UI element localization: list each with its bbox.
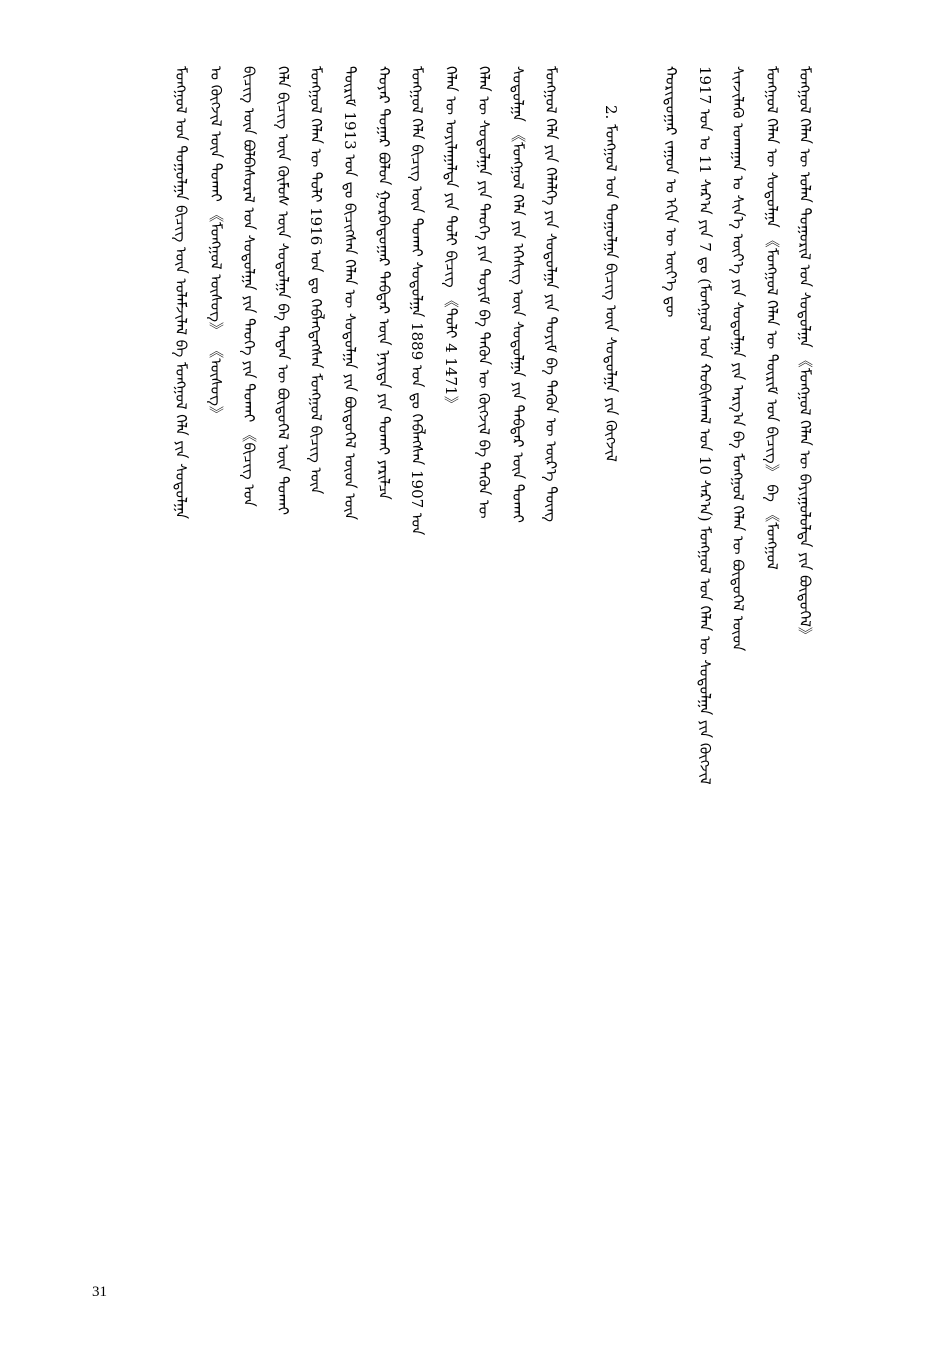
text-column-3: ᠪᠢᠴᠢᠭ ᠦᠨ ᠪᠣᠯᠪᠠᠰᠤᠷᠠᠯ ᠤᠨ ᠰᠤᠳᠤᠯᠭᠠ ᠶᠢᠨ ᠲᠡᠦᠬᠡ ᠶᠢᠨ ᠲᠤᠬᠠᠢ 《ᠪᠢᠴᠢᠭ ᠤᠨ <box>240 66 258 507</box>
text-column-7: ᠬᠣᠶᠠᠷ ᠳᠤᠭᠠᠷ ᠪᠣᠯᠤᠨ ᠭᠤᠷᠪᠠᠳᠤᠭᠠᠷ ᠳᠡᠪᠲᠡᠷ ᠦᠨ ᠨᠡᠶᠢᠲᠡ ᠶᠢᠨ ᠲᠤᠬᠠᠢ ᠶᠠᠷᠢᠯᠴᠠ <box>375 66 393 500</box>
text-column-13: ᠬᠣᠷᠢᠳᠤᠭᠠᠷ ᠵᠠᠭᠤᠨ ᠤ ᠡᠬᠢᠨ ᠦ ᠦᠶ᠎ᠡ ᠳᠦ <box>662 66 680 318</box>
text-column-14: 1917 ᠣᠨ ᠤ 11 ᠰᠠᠷ᠎ᠠ ᠶᠢᠨ 7 ᠳᠤ (ᠮᠣᠩᠭᠣᠯ ᠤᠨ ᠬᠣᠪᠢᠰᠬᠠᠯ ᠤᠨ 10 ᠰᠠᠷ᠎ᠠ) ᠮᠣᠩᠭᠣᠯ ᠤᠨ ᠬᠡᠯᠡᠨ ᠦ ᠰᠤᠳᠤᠯᠭᠠ ᠶᠢᠨ ᠬᠥᠭᠵᠢᠯ <box>696 66 714 785</box>
text-column-12: ᠮᠣᠩᠭᠣᠯ ᠬᠡᠯᠡ ᠶᠢᠨ ᠬᠡᠯᠡᠯᠭᠡ ᠶᠢᠨ ᠰᠤᠳᠤᠯᠭᠠ ᠶᠢᠨ ᠲᠣᠶᠢᠮ ᠪᠠ ᠲᠡᠭᠦᠨ ᠦ ᠦᠷ᠎ᠡ ᠳᠦᠩ <box>542 66 560 522</box>
text-column-1: ᠮᠣᠩᠭᠣᠯ ᠤᠨ ᠲᠣᠭᠣᠯᠭᠠ ᠪᠢᠴᠢᠭ ᠦᠨ ᠤᠯᠠᠮᠵᠢᠯᠠᠯ ᠪᠠ ᠮᠣᠩᠭᠣᠯ ᠬᠡᠯᠡ ᠶᠢᠨ ᠰᠤᠳᠤᠯᠭᠠ <box>172 66 190 520</box>
text-column-11: ᠰᠤᠳᠤᠯᠭᠠ 《ᠮᠣᠩᠭᠣᠯ ᠬᠡᠯᠡ ᠶᠢᠨ ᠡᠭᠡᠰᠢᠭ ᠦᠨ ᠰᠤᠳᠤᠯᠭᠠ ᠶᠢᠨ ᠳᠡᠪᠲᠡᠷ ᠦᠨ ᠲᠤᠬᠠᠢ <box>509 66 527 523</box>
text-column-17: ᠮᠣᠩᠭᠣᠯ ᠬᠡᠯᠡᠨ ᠦ ᠣᠯᠠᠨ ᠲᠣᠭᠣᠷᠢᠯ ᠤᠨ ᠰᠤᠳᠤᠯᠭᠠ 《ᠮᠣᠩᠭᠣᠯ ᠬᠡᠯᠡᠨ ᠦ ᠪᠠᠶᠢᠭᠤᠯᠤᠯᠲᠠ ᠶᠢᠨ ᠪᠦᠲᠦᠭᠡᠯ》 <box>796 66 814 643</box>
text-column-2: ᠤ ᠬᠥᠭᠵᠢᠯ ᠦᠨ ᠲᠤᠬᠠᠢ 《ᠮᠣᠩᠭᠣᠯ ᠦᠰᠦᠭ》 《ᠦᠰᠦᠭ》 <box>207 66 225 422</box>
text-column-6: ᠳᠦᠷᠢᠮ 1913 ᠣᠨ ᠳᠤ ᠪᠢᠴᠢᠭᠰᠡᠨ ᠬᠡᠯᠡᠨ ᠦ ᠰᠤᠳᠤᠯᠭᠠ ᠶᠢᠨ ᠪᠦᠲᠦᠭᠡᠯ ᠦᠳ ᠦᠨ <box>341 66 359 521</box>
text-column-9: ᠬᠡᠯᠡᠨ ᠦ ᠣᠶᠢᠯᠠᠭᠠᠯᠲᠠ ᠶᠢᠨ ᠲᠣᠯᠢ ᠪᠢᠴᠢᠭ 《ᠲᠣᠯᠢ 4 1471》 <box>442 66 460 412</box>
text-column-15: ᠰᠢᠨᠵᠢᠯᠡᠬᠦ ᠤᠬᠠᠭᠠᠨ ᠤ ᠰᠢᠨ᠎ᠡ ᠦᠶ᠎ᠡ ᠶᠢᠨ ᠰᠤᠳᠤᠯᠭᠠ ᠶᠢᠨ ᠠᠷᠭ᠎ᠠ ᠪᠠ ᠮᠣᠩᠭᠣᠯ ᠬᠡᠯᠡᠨ ᠦ ᠪᠦᠲᠦᠭᠡᠯ ᠦᠳ <box>729 66 747 652</box>
section-heading: 2. ᠮᠣᠩᠭᠣᠯ ᠤᠨ ᠲᠣᠭᠣᠯᠭᠠ ᠪᠢᠴᠢᠭ ᠦᠨ ᠰᠤᠳᠤᠯᠭᠠ ᠶᠢᠨ ᠬᠥᠭᠵᠢᠯ <box>602 105 620 462</box>
text-column-8: ᠮᠣᠩᠭᠣᠯ ᠬᠡᠯᠡ ᠪᠢᠴᠢᠭ ᠦᠨ ᠲᠤᠬᠠᠢ ᠰᠤᠳᠤᠯᠭᠠ 1889 ᠣᠨ ᠳᠤ ᠬᠡᠪᠯᠡᠭᠰᠡᠨ 1907 ᠣᠨ <box>408 66 426 536</box>
text-column-16: ᠮᠣᠩᠭᠣᠯ ᠬᠡᠯᠡᠨ ᠦ ᠰᠤᠳᠤᠯᠭᠠ 《ᠮᠣᠩᠭᠣᠯ ᠬᠡᠯᠡᠨ ᠦ ᠳᠦᠷᠢᠮ ᠤᠨ ᠪᠢᠴᠢᠭ》 ᠪᠠ 《ᠮᠣᠩᠭᠣᠯ <box>763 66 781 570</box>
text-column-10: ᠬᠡᠯᠡᠨ ᠦ ᠰᠤᠳᠤᠯᠭᠠ ᠶᠢᠨ ᠲᠡᠦᠬᠡ ᠶᠢᠨ ᠲᠣᠶᠢᠮ ᠪᠠ ᠲᠡᠭᠦᠨ ᠦ ᠬᠥᠭᠵᠢᠯ ᠪᠠ ᠲᠡᠭᠦᠨ ᠦ <box>475 66 493 519</box>
page-number: 31 <box>92 1284 107 1300</box>
text-column-4: ᠬᠡᠯᠡ ᠪᠢᠴᠢᠭ ᠦᠨ ᠬᠥᠮᠦᠰ ᠦᠨ ᠰᠤᠳᠤᠯᠭᠠ ᠪᠠ ᠲᠡᠳᠡᠨ ᠦ ᠪᠦᠲᠦᠭᠡᠯ ᠦᠨ ᠲᠤᠬᠠᠢ <box>274 66 292 516</box>
text-column-5: ᠮᠣᠩᠭᠣᠯ ᠬᠡᠯᠡᠨ ᠦ ᠲᠣᠯᠢ 1916 ᠣᠨ ᠳᠤ ᠬᠡᠪᠯᠡᠭᠳᠡᠭᠰᠡᠨ ᠮᠣᠩᠭᠣᠯ ᠪᠢᠴᠢᠭ ᠦᠨ <box>307 66 325 495</box>
